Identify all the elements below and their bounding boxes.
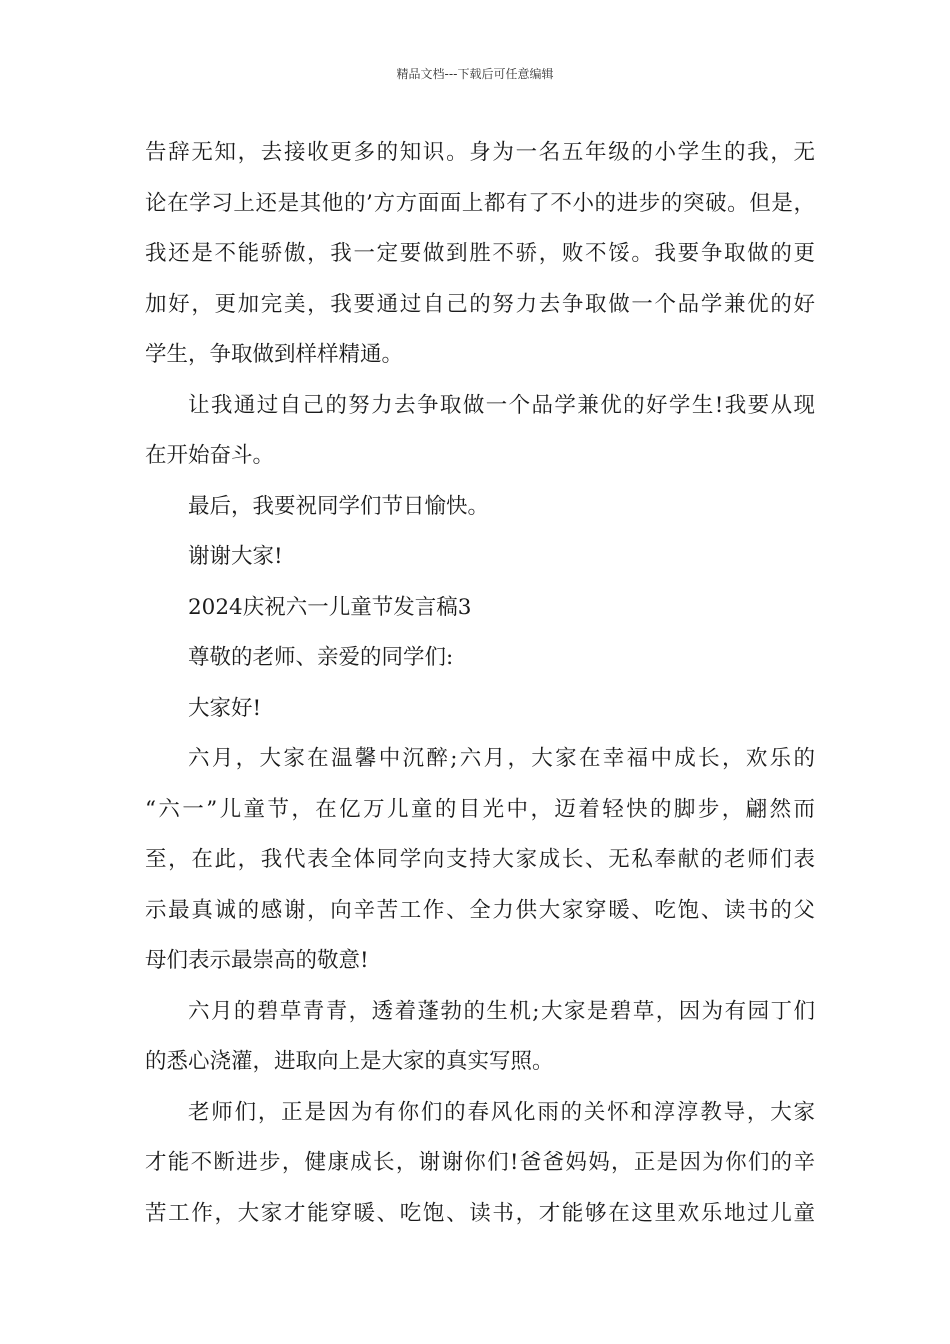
text-line: 论在学习上还是其他的’方方面面上都有了不小的进步的突破。但是， <box>145 190 815 216</box>
text-line: 告辞无知，去接收更多的知识。身为一名五年级的小学生的我，无 <box>145 140 815 165</box>
salutation: 尊敬的老师、亲爱的同学们: <box>188 645 454 670</box>
text-line: 母们表示最崇高的敬意! <box>145 948 369 973</box>
text-line: 示最真诚的感谢，向辛苦工作、全力供大家穿暖、吃饱、读书的父 <box>145 897 815 923</box>
paragraph-start: 最后，我要祝同学们节日愉快。 <box>188 493 490 519</box>
text-line: 的悉心浇灌，进取向上是大家的真实写照。 <box>145 1049 554 1074</box>
text-line: 我还是不能骄傲，我一定要做到胜不骄，败不馁。我要争取做的更 <box>145 241 815 266</box>
greeting: 大家好! <box>188 695 262 721</box>
section-title: 2024庆祝六一儿童节发言稿3 <box>188 594 472 620</box>
paragraph-start: 六月的碧草青青，透着蓬勃的生机;大家是碧草，因为有园丁们 <box>188 998 815 1024</box>
paragraph-start: 六月，大家在温馨中沉醉;六月，大家在幸福中成长，欢乐的 <box>188 746 815 771</box>
document-body <box>145 128 815 1239</box>
text-line: 苦工作，大家才能穿暖、吃饱、读书，才能够在这里欢乐地过儿童 <box>145 1200 815 1226</box>
paragraph-start: 让我通过自己的努力去争取做一个品学兼优的好学生!我要从现 <box>188 392 815 418</box>
text-line: 才能不断进步，健康成长，谢谢你们!爸爸妈妈，正是因为你们的辛 <box>145 1150 815 1175</box>
text-line: 在开始奋斗。 <box>145 443 275 468</box>
paragraph-start: 谢谢大家! <box>188 544 283 569</box>
page-header: 精品文档---下载后可任意编辑 <box>396 67 554 81</box>
text-line: “六一”儿童节，在亿万儿童的目光中，迈着轻快的脚步，翩然而 <box>145 796 815 822</box>
text-line: 加好，更加完美，我要通过自己的努力去争取做一个品学兼优的好 <box>145 291 815 317</box>
paragraph-start: 老师们，正是因为有你们的春风化雨的关怀和淳淳教导，大家 <box>188 1099 815 1125</box>
text-line: 至，在此，我代表全体同学向支持大家成长、无私奉献的老师们表 <box>145 847 815 872</box>
text-line: 学生，争取做到样样精通。 <box>145 342 404 367</box>
